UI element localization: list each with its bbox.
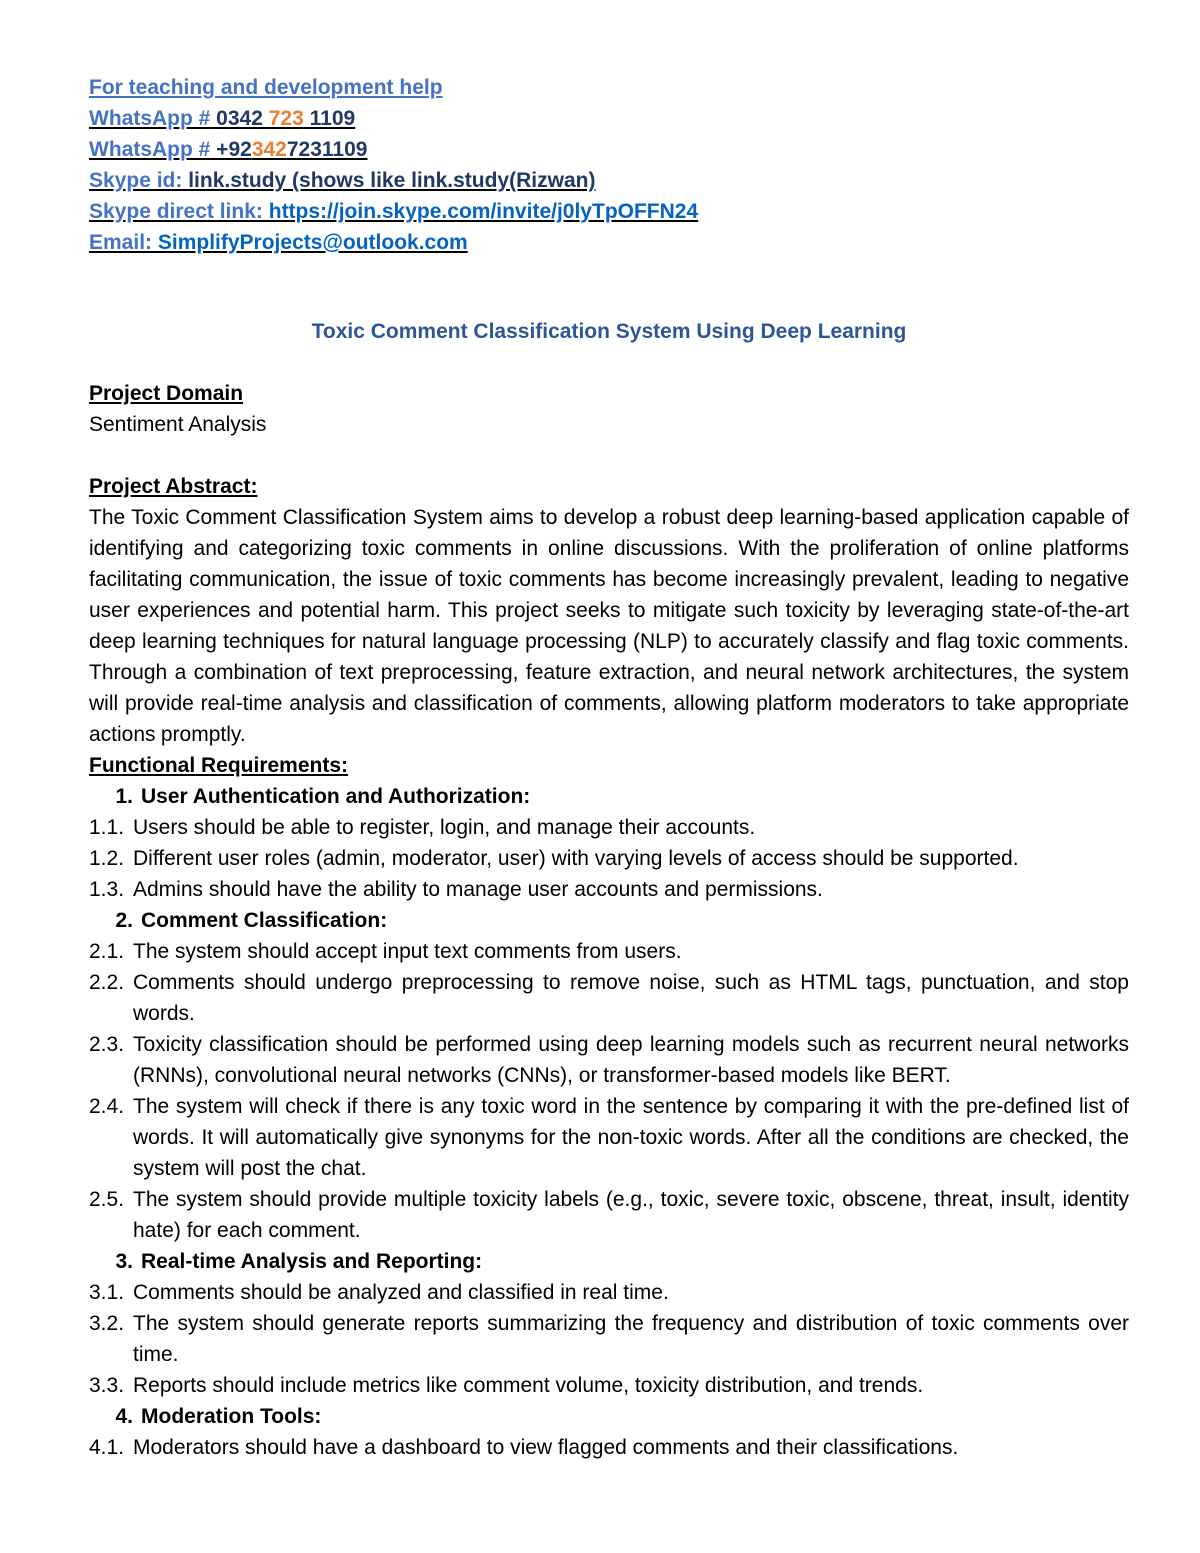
requirement-item	[89, 967, 1129, 1029]
whatsapp-number-part: 1109	[303, 107, 356, 130]
skype-id-line	[89, 165, 1129, 196]
requirement-section-heading	[89, 781, 1129, 812]
project-abstract-text: The Toxic Comment Classification System aims to develop a robust deep learning-based application capable of identifying and categorizing toxic comments in online discussions. With the proliferation of online platforms facilitating communication, the issue of toxic comments has become increasingly prevalent, leading to negative user experiences and potential harm. This project seeks to mitigate such toxicity by leveraging state-of-the-art deep learning techniques for natural language processing (NLP) to accurately classify and flag toxic comments. Through a combination of text preprocessing, feature extraction, and neural network architectures, the system will provide real-time analysis and classification of comments, allowing platform moderators to take appropriate actions promptly.	[89, 506, 1129, 746]
requirement-item	[89, 936, 1129, 967]
section-title: Real-time Analysis and Reporting:	[141, 1250, 483, 1273]
section-title: Comment Classification:	[141, 909, 388, 932]
skype-link-label: Skype direct link:	[89, 200, 263, 223]
email-link[interactable]: SimplifyProjects@outlook.com	[152, 231, 468, 254]
requirement-item	[89, 1029, 1129, 1091]
email-label: Email:	[89, 231, 153, 254]
item-number: 3.1.	[89, 1281, 125, 1304]
project-domain-heading: Project Domain	[89, 382, 244, 405]
item-text: Users should be able to register, login, and manage their accounts.	[133, 816, 756, 839]
item-text: Admins should have the ability to manage user accounts and permissions.	[133, 878, 823, 901]
email-line[interactable]	[89, 227, 1129, 258]
skype-link-line[interactable]	[89, 196, 1129, 227]
requirement-item	[89, 812, 1129, 843]
item-number: 3.3.	[89, 1374, 125, 1397]
requirement-section-heading	[89, 1401, 1129, 1432]
whatsapp-line-2[interactable]	[89, 134, 1129, 165]
item-number: 1.1.	[89, 816, 125, 839]
skype-id-value: link.study (shows like link.study(Rizwan)	[182, 169, 596, 192]
whatsapp-number-part: 723	[268, 107, 304, 130]
section-number: 2.	[115, 909, 133, 932]
document-page	[89, 72, 1129, 1463]
whatsapp-line-1[interactable]	[89, 103, 1129, 134]
item-text: Toxicity classification should be performed using deep learning models such as recurrent neural networks (RNNs), convolutional neural networks (CNNs), or transformer-based models like BERT.	[133, 1033, 1129, 1087]
section-title: Moderation Tools:	[141, 1405, 322, 1428]
item-number: 1.2.	[89, 847, 125, 870]
item-text: Moderators should have a dashboard to view flagged comments and their classifications.	[133, 1436, 959, 1459]
whatsapp-label: WhatsApp #	[89, 107, 211, 130]
item-number: 2.1.	[89, 940, 125, 963]
item-number: 2.2.	[89, 971, 125, 994]
contact-block	[89, 72, 1129, 258]
item-text: Comments should undergo preprocessing to remove noise, such as HTML tags, punctuation, and stop words.	[133, 971, 1129, 1025]
project-domain-value: Sentiment Analysis	[89, 413, 267, 436]
project-abstract-section	[89, 471, 1129, 750]
requirements-list	[89, 781, 1129, 1463]
item-number: 2.4.	[89, 1095, 125, 1118]
requirement-item	[89, 1184, 1129, 1246]
requirement-item	[89, 1370, 1129, 1401]
item-text: Comments should be analyzed and classified in real time.	[133, 1281, 669, 1304]
requirement-item	[89, 1091, 1129, 1184]
whatsapp-label: WhatsApp #	[89, 138, 211, 161]
item-text: The system should provide multiple toxicity labels (e.g., toxic, severe toxic, obscene, threat, insult, identity hate) for each comment.	[133, 1188, 1129, 1242]
item-text: Different user roles (admin, moderator, user) with varying levels of access should be supported.	[133, 847, 1019, 870]
item-text: Reports should include metrics like comment volume, toxicity distribution, and trends.	[133, 1374, 924, 1397]
item-number: 2.5.	[89, 1188, 125, 1211]
section-number: 3.	[115, 1250, 133, 1273]
requirement-item	[89, 843, 1129, 874]
item-text: The system will check if there is any toxic word in the sentence by comparing it with the pre-defined list of words. It will automatically give synonyms for the non-toxic words. After all the conditions are checked, the system will post the chat.	[133, 1095, 1129, 1180]
whatsapp-number-part: +92	[210, 138, 252, 161]
section-title: User Authentication and Authorization:	[141, 785, 531, 808]
requirement-item	[89, 1308, 1129, 1370]
item-number: 2.3.	[89, 1033, 125, 1056]
functional-requirements-section	[89, 750, 1129, 1463]
skype-direct-link[interactable]: https://join.skype.com/invite/j0lyTpOFFN24	[262, 200, 699, 223]
item-text: The system should generate reports summarizing the frequency and distribution of toxic comments over time.	[133, 1312, 1129, 1366]
requirement-item	[89, 874, 1129, 905]
item-number: 1.3.	[89, 878, 125, 901]
teaching-help-line: For teaching and development help	[89, 76, 443, 99]
requirement-section-heading	[89, 905, 1129, 936]
project-abstract-heading: Project Abstract:	[89, 475, 258, 498]
whatsapp-number-part: 342	[251, 138, 287, 161]
section-number: 4.	[115, 1405, 133, 1428]
requirement-section-heading	[89, 1246, 1129, 1277]
whatsapp-number-part: 7231109	[286, 138, 368, 161]
section-number: 1.	[115, 785, 133, 808]
whatsapp-number-part: 0342	[210, 107, 269, 130]
skype-id-label: Skype id:	[89, 169, 183, 192]
item-number: 3.2.	[89, 1312, 125, 1335]
requirement-item	[89, 1277, 1129, 1308]
item-number: 4.1.	[89, 1436, 125, 1459]
requirement-item	[89, 1432, 1129, 1463]
item-text: The system should accept input text comments from users.	[133, 940, 682, 963]
project-domain-section	[89, 378, 1129, 440]
functional-requirements-heading: Functional Requirements:	[89, 754, 349, 777]
document-title: Toxic Comment Classification System Using Deep Learning	[311, 320, 907, 343]
